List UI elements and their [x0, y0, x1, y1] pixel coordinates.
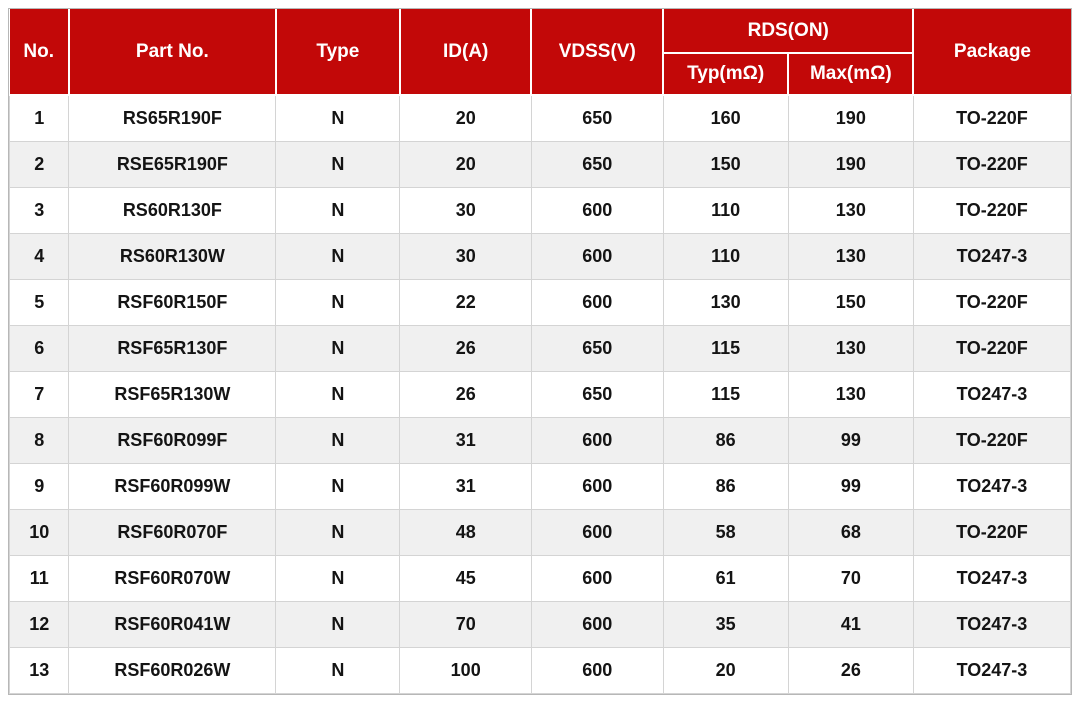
cell-part: RSF60R070F: [69, 510, 276, 556]
cell-no: 5: [10, 280, 69, 326]
cell-typ: 110: [663, 188, 788, 234]
cell-type: N: [276, 648, 400, 694]
cell-vdss: 600: [531, 464, 663, 510]
cell-package: TO-220F: [913, 188, 1070, 234]
table-row: [10, 234, 1071, 280]
cell-vdss: 600: [531, 418, 663, 464]
header-row-top: [10, 9, 1071, 53]
cell-typ: 20: [663, 648, 788, 694]
cell-max: 99: [788, 418, 913, 464]
table-row: [10, 602, 1071, 648]
cell-id: 26: [400, 372, 532, 418]
cell-max: 41: [788, 602, 913, 648]
col-header-package: Package: [913, 9, 1070, 95]
cell-no: 10: [10, 510, 69, 556]
cell-no: 2: [10, 142, 69, 188]
cell-type: N: [276, 280, 400, 326]
cell-id: 30: [400, 234, 532, 280]
cell-vdss: 600: [531, 510, 663, 556]
cell-no: 4: [10, 234, 69, 280]
cell-part: RSF60R041W: [69, 602, 276, 648]
cell-package: TO247-3: [913, 234, 1070, 280]
cell-vdss: 600: [531, 602, 663, 648]
cell-part: RSF65R130W: [69, 372, 276, 418]
cell-vdss: 650: [531, 95, 663, 142]
cell-part: RSE65R190F: [69, 142, 276, 188]
cell-no: 12: [10, 602, 69, 648]
cell-no: 1: [10, 95, 69, 142]
col-header-id: ID(A): [400, 9, 532, 95]
cell-max: 130: [788, 234, 913, 280]
cell-id: 26: [400, 326, 532, 372]
cell-package: TO-220F: [913, 280, 1070, 326]
table-row: [10, 510, 1071, 556]
cell-max: 70: [788, 556, 913, 602]
cell-max: 130: [788, 188, 913, 234]
table-row: [10, 142, 1071, 188]
cell-max: 99: [788, 464, 913, 510]
cell-typ: 35: [663, 602, 788, 648]
cell-type: N: [276, 234, 400, 280]
cell-no: 3: [10, 188, 69, 234]
table-row: [10, 648, 1071, 694]
cell-vdss: 600: [531, 280, 663, 326]
cell-package: TO-220F: [913, 326, 1070, 372]
cell-typ: 86: [663, 418, 788, 464]
cell-part: RSF60R099W: [69, 464, 276, 510]
cell-part: RSF60R070W: [69, 556, 276, 602]
cell-max: 190: [788, 142, 913, 188]
cell-part: RS65R190F: [69, 95, 276, 142]
cell-package: TO-220F: [913, 510, 1070, 556]
cell-type: N: [276, 326, 400, 372]
cell-type: N: [276, 142, 400, 188]
cell-part: RSF65R130F: [69, 326, 276, 372]
cell-type: N: [276, 464, 400, 510]
cell-max: 130: [788, 372, 913, 418]
cell-typ: 115: [663, 372, 788, 418]
cell-typ: 58: [663, 510, 788, 556]
table-row: [10, 326, 1071, 372]
cell-no: 9: [10, 464, 69, 510]
cell-typ: 150: [663, 142, 788, 188]
cell-vdss: 600: [531, 234, 663, 280]
col-header-type: Type: [276, 9, 400, 95]
col-header-typ: Typ(mΩ): [663, 53, 788, 95]
cell-typ: 115: [663, 326, 788, 372]
table-row: [10, 280, 1071, 326]
cell-id: 45: [400, 556, 532, 602]
cell-max: 26: [788, 648, 913, 694]
cell-vdss: 650: [531, 372, 663, 418]
cell-package: TO247-3: [913, 556, 1070, 602]
col-header-rdson: RDS(ON): [663, 9, 913, 53]
cell-package: TO247-3: [913, 464, 1070, 510]
cell-id: 31: [400, 464, 532, 510]
table-row: [10, 464, 1071, 510]
cell-typ: 160: [663, 95, 788, 142]
cell-package: TO247-3: [913, 602, 1070, 648]
cell-max: 68: [788, 510, 913, 556]
cell-id: 100: [400, 648, 532, 694]
cell-package: TO247-3: [913, 372, 1070, 418]
cell-type: N: [276, 418, 400, 464]
cell-no: 6: [10, 326, 69, 372]
mosfet-selection-table-frame: [8, 8, 1072, 695]
table-row: [10, 372, 1071, 418]
cell-type: N: [276, 602, 400, 648]
cell-part: RS60R130W: [69, 234, 276, 280]
cell-vdss: 600: [531, 188, 663, 234]
cell-part: RS60R130F: [69, 188, 276, 234]
cell-typ: 110: [663, 234, 788, 280]
cell-package: TO-220F: [913, 418, 1070, 464]
cell-part: RSF60R099F: [69, 418, 276, 464]
cell-max: 150: [788, 280, 913, 326]
table-row: [10, 418, 1071, 464]
col-header-max: Max(mΩ): [788, 53, 913, 95]
col-header-part-no: Part No.: [69, 9, 276, 95]
cell-type: N: [276, 556, 400, 602]
cell-typ: 86: [663, 464, 788, 510]
cell-max: 190: [788, 95, 913, 142]
cell-vdss: 600: [531, 648, 663, 694]
cell-id: 20: [400, 95, 532, 142]
cell-type: N: [276, 95, 400, 142]
cell-no: 11: [10, 556, 69, 602]
cell-id: 70: [400, 602, 532, 648]
cell-id: 48: [400, 510, 532, 556]
col-header-vdss: VDSS(V): [531, 9, 663, 95]
cell-package: TO247-3: [913, 648, 1070, 694]
table-header: [10, 9, 1071, 95]
cell-typ: 61: [663, 556, 788, 602]
cell-id: 31: [400, 418, 532, 464]
cell-id: 22: [400, 280, 532, 326]
cell-no: 13: [10, 648, 69, 694]
cell-type: N: [276, 188, 400, 234]
table-row: [10, 556, 1071, 602]
mosfet-selection-table: [9, 9, 1071, 694]
cell-typ: 130: [663, 280, 788, 326]
table-row: [10, 95, 1071, 142]
cell-vdss: 600: [531, 556, 663, 602]
table-body: [10, 95, 1071, 694]
cell-vdss: 650: [531, 142, 663, 188]
col-header-no: No.: [10, 9, 69, 95]
cell-package: TO-220F: [913, 95, 1070, 142]
cell-part: RSF60R026W: [69, 648, 276, 694]
cell-type: N: [276, 510, 400, 556]
table-row: [10, 188, 1071, 234]
cell-id: 30: [400, 188, 532, 234]
cell-type: N: [276, 372, 400, 418]
cell-no: 8: [10, 418, 69, 464]
cell-vdss: 650: [531, 326, 663, 372]
cell-package: TO-220F: [913, 142, 1070, 188]
cell-part: RSF60R150F: [69, 280, 276, 326]
cell-no: 7: [10, 372, 69, 418]
cell-id: 20: [400, 142, 532, 188]
cell-max: 130: [788, 326, 913, 372]
